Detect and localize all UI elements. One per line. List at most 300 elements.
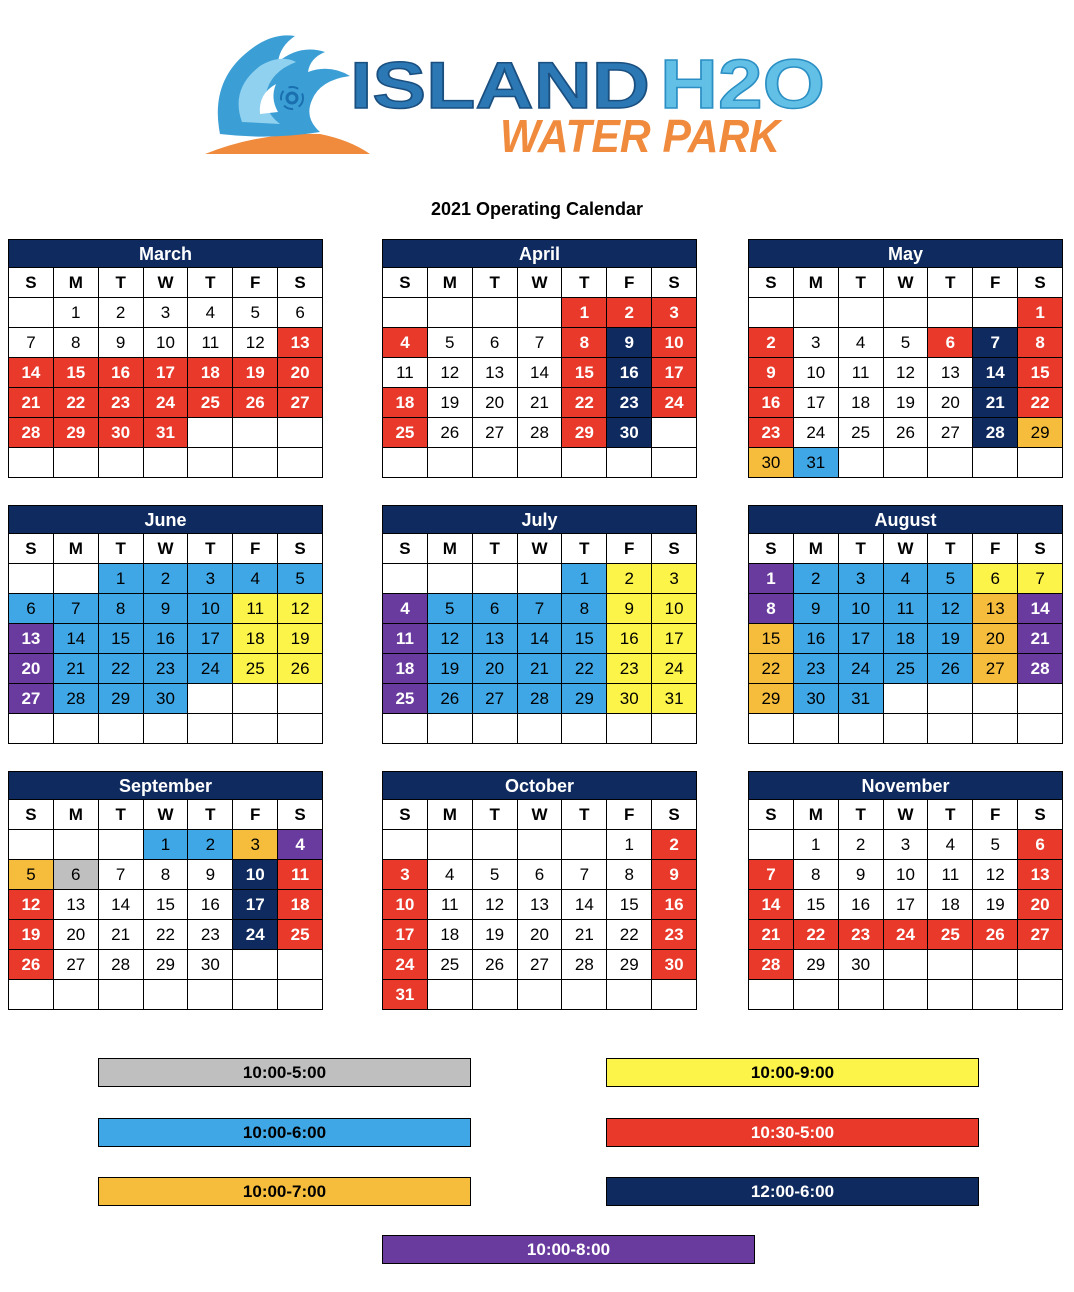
day-cell: 25 [383, 684, 428, 714]
day-cell: 20 [973, 624, 1018, 654]
weekday-header: T [473, 534, 518, 564]
day-cell: 18 [188, 358, 233, 388]
weekday-header: M [54, 800, 99, 830]
calendar-november [748, 771, 1063, 1010]
day-cell: 10 [884, 860, 929, 890]
day-cell: 10 [144, 328, 189, 358]
weekday-header: T [928, 800, 973, 830]
day-cell: 26 [278, 654, 323, 684]
month-grid [8, 268, 323, 478]
day-cell: 24 [652, 388, 697, 418]
day-cell: 13 [973, 594, 1018, 624]
day-cell: 7 [749, 860, 794, 890]
day-cell: 1 [562, 298, 607, 328]
day-cell: 27 [973, 654, 1018, 684]
day-cell: 6 [973, 564, 1018, 594]
weekday-header: T [473, 800, 518, 830]
day-cell: 9 [607, 594, 652, 624]
weekday-header: M [428, 268, 473, 298]
day-cell: 7 [518, 594, 563, 624]
weekday-header: S [278, 268, 323, 298]
day-cell: 29 [562, 684, 607, 714]
empty-cell [383, 830, 428, 860]
empty-cell [794, 980, 839, 1010]
month-name: April [382, 239, 697, 268]
empty-cell [1018, 448, 1063, 478]
empty-cell [278, 684, 323, 714]
day-cell: 5 [928, 564, 973, 594]
weekday-header: T [99, 534, 144, 564]
weekday-header: M [428, 800, 473, 830]
day-cell: 2 [652, 830, 697, 860]
day-cell: 28 [518, 418, 563, 448]
empty-cell [99, 714, 144, 744]
weekday-header: W [518, 800, 563, 830]
empty-cell [9, 564, 54, 594]
day-cell: 26 [233, 388, 278, 418]
day-cell: 16 [144, 624, 189, 654]
empty-cell [839, 448, 884, 478]
day-cell: 16 [99, 358, 144, 388]
empty-cell [884, 684, 929, 714]
day-cell: 2 [749, 328, 794, 358]
day-cell: 19 [278, 624, 323, 654]
weekday-header: S [9, 534, 54, 564]
weekday-header: T [928, 534, 973, 564]
day-cell: 26 [473, 950, 518, 980]
day-cell: 7 [54, 594, 99, 624]
day-cell: 11 [278, 860, 323, 890]
legend-gray: 10:00-5:00 [98, 1058, 471, 1087]
empty-cell [99, 830, 144, 860]
empty-cell [188, 980, 233, 1010]
day-cell: 8 [562, 328, 607, 358]
empty-cell [144, 714, 189, 744]
day-cell: 15 [54, 358, 99, 388]
day-cell: 3 [839, 564, 884, 594]
day-cell: 5 [973, 830, 1018, 860]
empty-cell [607, 980, 652, 1010]
empty-cell [54, 830, 99, 860]
empty-cell [428, 564, 473, 594]
day-cell: 11 [839, 358, 884, 388]
calendar-march [8, 239, 323, 478]
weekday-header: W [884, 268, 929, 298]
day-cell: 22 [607, 920, 652, 950]
day-cell: 4 [928, 830, 973, 860]
month-grid [8, 800, 323, 1010]
day-cell: 3 [884, 830, 929, 860]
weekday-header: T [928, 268, 973, 298]
day-cell: 16 [607, 358, 652, 388]
empty-cell [973, 684, 1018, 714]
weekday-header: M [54, 534, 99, 564]
day-cell: 25 [839, 418, 884, 448]
day-cell: 28 [749, 950, 794, 980]
day-cell: 29 [54, 418, 99, 448]
weekday-header: S [9, 268, 54, 298]
day-cell: 14 [973, 358, 1018, 388]
empty-cell [1018, 980, 1063, 1010]
empty-cell [1018, 950, 1063, 980]
day-cell: 15 [1018, 358, 1063, 388]
day-cell: 15 [607, 890, 652, 920]
day-cell: 6 [518, 860, 563, 890]
day-cell: 21 [518, 654, 563, 684]
empty-cell [99, 980, 144, 1010]
day-cell: 29 [144, 950, 189, 980]
day-cell: 15 [99, 624, 144, 654]
day-cell: 1 [144, 830, 189, 860]
day-cell: 19 [884, 388, 929, 418]
day-cell: 10 [652, 594, 697, 624]
day-cell: 17 [188, 624, 233, 654]
day-cell: 22 [562, 388, 607, 418]
day-cell: 16 [607, 624, 652, 654]
weekday-header: F [233, 268, 278, 298]
day-cell: 17 [839, 624, 884, 654]
weekday-header: M [794, 268, 839, 298]
month-name: October [382, 771, 697, 800]
calendar-august [748, 505, 1063, 744]
legend-blue: 10:00-6:00 [98, 1118, 471, 1147]
day-cell: 13 [278, 328, 323, 358]
weekday-header: S [383, 534, 428, 564]
empty-cell [278, 980, 323, 1010]
day-cell: 4 [884, 564, 929, 594]
day-cell: 4 [383, 328, 428, 358]
day-cell: 11 [884, 594, 929, 624]
day-cell: 30 [607, 418, 652, 448]
empty-cell [383, 298, 428, 328]
day-cell: 11 [428, 890, 473, 920]
day-cell: 5 [9, 860, 54, 890]
day-cell: 31 [839, 684, 884, 714]
empty-cell [473, 448, 518, 478]
day-cell: 29 [99, 684, 144, 714]
day-cell: 12 [973, 860, 1018, 890]
day-cell: 17 [233, 890, 278, 920]
day-cell: 13 [473, 624, 518, 654]
day-cell: 21 [99, 920, 144, 950]
calendar-july [382, 505, 697, 744]
day-cell: 26 [428, 418, 473, 448]
weekday-header: S [9, 800, 54, 830]
day-cell: 25 [233, 654, 278, 684]
weekday-header: W [144, 268, 189, 298]
empty-cell [278, 950, 323, 980]
day-cell: 26 [9, 950, 54, 980]
empty-cell [839, 714, 884, 744]
calendar-june [8, 505, 323, 744]
empty-cell [839, 980, 884, 1010]
sand-swoosh-icon [205, 134, 370, 154]
day-cell: 20 [1018, 890, 1063, 920]
day-cell: 26 [928, 654, 973, 684]
month-name: August [748, 505, 1063, 534]
day-cell: 17 [794, 388, 839, 418]
day-cell: 13 [518, 890, 563, 920]
day-cell: 13 [54, 890, 99, 920]
weekday-header: S [749, 800, 794, 830]
logo-line2: WATER PARK [500, 110, 783, 162]
empty-cell [652, 418, 697, 448]
legend-red: 10:30-5:00 [606, 1118, 979, 1147]
day-cell: 23 [188, 920, 233, 950]
day-cell: 21 [749, 920, 794, 950]
day-cell: 23 [794, 654, 839, 684]
day-cell: 6 [473, 594, 518, 624]
day-cell: 6 [54, 860, 99, 890]
weekday-header: W [518, 534, 563, 564]
day-cell: 1 [749, 564, 794, 594]
day-cell: 1 [607, 830, 652, 860]
empty-cell [928, 950, 973, 980]
month-grid [8, 534, 323, 744]
day-cell: 28 [518, 684, 563, 714]
day-cell: 8 [144, 860, 189, 890]
weekday-header: T [839, 534, 884, 564]
empty-cell [928, 298, 973, 328]
day-cell: 7 [562, 860, 607, 890]
day-cell: 12 [428, 624, 473, 654]
empty-cell [99, 448, 144, 478]
day-cell: 19 [473, 920, 518, 950]
day-cell: 21 [1018, 624, 1063, 654]
logo-line1-accent: H2O [660, 45, 825, 123]
day-cell: 30 [652, 950, 697, 980]
day-cell: 5 [233, 298, 278, 328]
day-cell: 21 [518, 388, 563, 418]
day-cell: 15 [562, 358, 607, 388]
day-cell: 10 [839, 594, 884, 624]
day-cell: 2 [839, 830, 884, 860]
weekday-header: S [278, 534, 323, 564]
weekday-header: T [473, 268, 518, 298]
day-cell: 5 [278, 564, 323, 594]
weekday-header: T [188, 800, 233, 830]
month-name: May [748, 239, 1063, 268]
day-cell: 16 [749, 388, 794, 418]
logo-line1: ISLAND [350, 48, 650, 122]
day-cell: 10 [652, 328, 697, 358]
weekday-header: F [973, 268, 1018, 298]
empty-cell [607, 714, 652, 744]
day-cell: 7 [973, 328, 1018, 358]
day-cell: 28 [99, 950, 144, 980]
empty-cell [884, 950, 929, 980]
day-cell: 25 [383, 418, 428, 448]
day-cell: 10 [383, 890, 428, 920]
empty-cell [9, 980, 54, 1010]
day-cell: 2 [794, 564, 839, 594]
day-cell: 14 [749, 890, 794, 920]
day-cell: 14 [1018, 594, 1063, 624]
page-title: 2021 Operating Calendar [430, 199, 644, 219]
calendar-may [748, 239, 1063, 478]
empty-cell [973, 950, 1018, 980]
weekday-header: F [607, 534, 652, 564]
day-cell: 12 [233, 328, 278, 358]
weekday-header: M [794, 800, 839, 830]
empty-cell [188, 714, 233, 744]
day-cell: 19 [428, 654, 473, 684]
day-cell: 21 [54, 654, 99, 684]
day-cell: 3 [652, 298, 697, 328]
empty-cell [473, 830, 518, 860]
day-cell: 17 [884, 890, 929, 920]
day-cell: 30 [607, 684, 652, 714]
month-grid [748, 534, 1063, 744]
day-cell: 7 [99, 860, 144, 890]
day-cell: 11 [188, 328, 233, 358]
day-cell: 29 [607, 950, 652, 980]
day-cell: 30 [794, 684, 839, 714]
empty-cell [928, 684, 973, 714]
day-cell: 7 [9, 328, 54, 358]
day-cell: 16 [188, 890, 233, 920]
day-cell: 7 [518, 328, 563, 358]
day-cell: 6 [473, 328, 518, 358]
day-cell: 21 [562, 920, 607, 950]
weekday-header: S [652, 534, 697, 564]
day-cell: 20 [278, 358, 323, 388]
day-cell: 31 [794, 448, 839, 478]
day-cell: 14 [9, 358, 54, 388]
day-cell: 28 [562, 950, 607, 980]
empty-cell [1018, 714, 1063, 744]
day-cell: 24 [839, 654, 884, 684]
day-cell: 9 [188, 860, 233, 890]
day-cell: 2 [99, 298, 144, 328]
day-cell: 8 [794, 860, 839, 890]
day-cell: 8 [607, 860, 652, 890]
day-cell: 31 [652, 684, 697, 714]
day-cell: 18 [428, 920, 473, 950]
day-cell: 19 [233, 358, 278, 388]
day-cell: 25 [928, 920, 973, 950]
empty-cell [188, 448, 233, 478]
day-cell: 11 [383, 624, 428, 654]
day-cell: 9 [652, 860, 697, 890]
day-cell: 19 [928, 624, 973, 654]
weekday-header: S [749, 534, 794, 564]
empty-cell [9, 714, 54, 744]
day-cell: 12 [9, 890, 54, 920]
empty-cell [749, 830, 794, 860]
weekday-header: T [99, 800, 144, 830]
empty-cell [518, 714, 563, 744]
weekday-header: S [383, 268, 428, 298]
weekday-header: S [652, 268, 697, 298]
day-cell: 14 [54, 624, 99, 654]
day-cell: 15 [144, 890, 189, 920]
day-cell: 8 [99, 594, 144, 624]
day-cell: 8 [562, 594, 607, 624]
empty-cell [9, 448, 54, 478]
empty-cell [749, 298, 794, 328]
day-cell: 14 [518, 358, 563, 388]
empty-cell [794, 714, 839, 744]
day-cell: 14 [518, 624, 563, 654]
day-cell: 4 [839, 328, 884, 358]
day-cell: 22 [794, 920, 839, 950]
day-cell: 12 [428, 358, 473, 388]
day-cell: 1 [99, 564, 144, 594]
day-cell: 25 [188, 388, 233, 418]
day-cell: 19 [428, 388, 473, 418]
day-cell: 30 [99, 418, 144, 448]
empty-cell [749, 714, 794, 744]
empty-cell [54, 564, 99, 594]
empty-cell [749, 980, 794, 1010]
day-cell: 27 [1018, 920, 1063, 950]
day-cell: 16 [839, 890, 884, 920]
island-h2o-logo [200, 14, 840, 164]
empty-cell [839, 298, 884, 328]
day-cell: 18 [278, 890, 323, 920]
empty-cell [518, 564, 563, 594]
empty-cell [473, 564, 518, 594]
day-cell: 13 [9, 624, 54, 654]
day-cell: 30 [144, 684, 189, 714]
legend-navy: 12:00-6:00 [606, 1177, 979, 1206]
weekday-header: W [518, 268, 563, 298]
day-cell: 13 [928, 358, 973, 388]
empty-cell [518, 448, 563, 478]
day-cell: 22 [749, 654, 794, 684]
empty-cell [562, 830, 607, 860]
day-cell: 6 [278, 298, 323, 328]
day-cell: 30 [839, 950, 884, 980]
empty-cell [562, 714, 607, 744]
weekday-header: S [652, 800, 697, 830]
day-cell: 9 [839, 860, 884, 890]
day-cell: 7 [1018, 564, 1063, 594]
weekday-header: F [973, 800, 1018, 830]
day-cell: 1 [1018, 298, 1063, 328]
weekday-header: S [1018, 268, 1063, 298]
empty-cell [973, 298, 1018, 328]
empty-cell [884, 714, 929, 744]
legend-orange: 10:00-7:00 [98, 1177, 471, 1206]
day-cell: 23 [607, 388, 652, 418]
day-cell: 24 [383, 950, 428, 980]
empty-cell [278, 448, 323, 478]
day-cell: 2 [144, 564, 189, 594]
day-cell: 6 [928, 328, 973, 358]
day-cell: 8 [54, 328, 99, 358]
day-cell: 21 [973, 388, 1018, 418]
day-cell: 3 [383, 860, 428, 890]
day-cell: 18 [233, 624, 278, 654]
day-cell: 28 [973, 418, 1018, 448]
month-name: March [8, 239, 323, 268]
day-cell: 20 [473, 388, 518, 418]
day-cell: 23 [652, 920, 697, 950]
day-cell: 10 [794, 358, 839, 388]
day-cell: 27 [518, 950, 563, 980]
weekday-header: W [144, 534, 189, 564]
day-cell: 12 [473, 890, 518, 920]
weekday-header: S [1018, 800, 1063, 830]
empty-cell [607, 448, 652, 478]
day-cell: 27 [473, 684, 518, 714]
day-cell: 3 [652, 564, 697, 594]
empty-cell [144, 980, 189, 1010]
day-cell: 20 [54, 920, 99, 950]
weekday-header: T [562, 800, 607, 830]
